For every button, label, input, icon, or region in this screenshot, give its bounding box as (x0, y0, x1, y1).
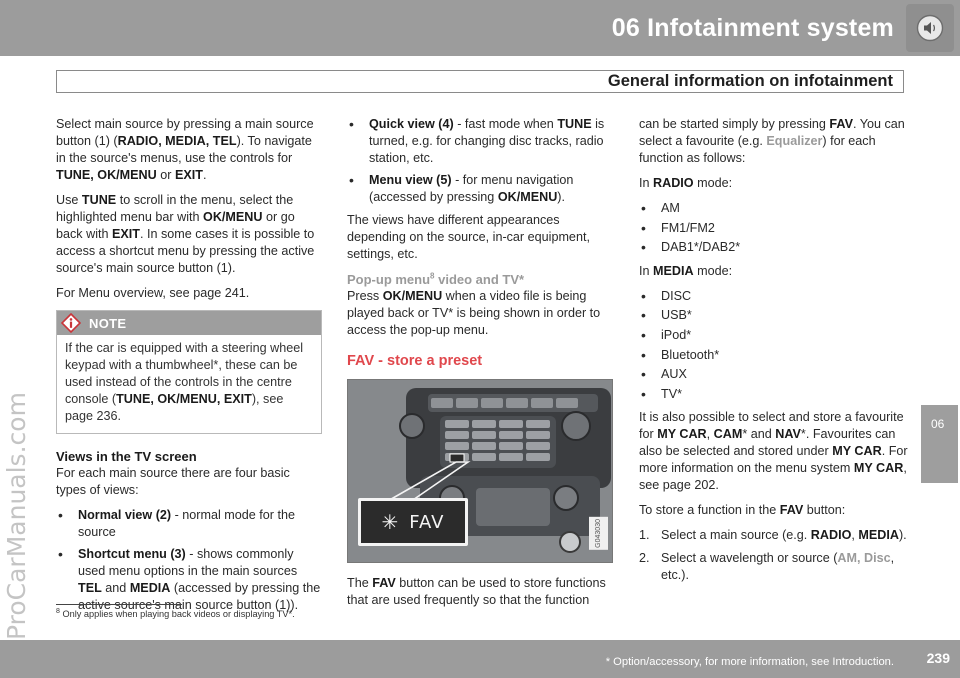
media-mode-label: In MEDIA mode: (639, 263, 733, 278)
column-3 (639, 116, 909, 590)
chapter-title: 06 Infotainment system (611, 14, 894, 42)
figure-code: G043030 (589, 517, 608, 550)
list-item: 1. Select a main source (e.g. RADIO, MEDIA). (639, 528, 907, 543)
footnote-divider (56, 604, 182, 605)
chapter-side-tab: 06 (921, 405, 958, 483)
list-item: • Normal view (2) - normal mode for the source (56, 507, 322, 541)
page-number: 239 (926, 650, 950, 666)
note-box (56, 310, 322, 434)
store-steps-list (639, 527, 909, 584)
speaker-icon (906, 4, 954, 52)
list-item: • DAB1*/DAB2* (639, 239, 909, 259)
star-icon: ✳ (381, 509, 400, 534)
paragraph-main-source: Select main source by pressing a main source button (1) (RADIO, MEDIA, TEL). To navigate in the source's menus, use the controls for TUNE, OK/MENU or EXIT. (56, 117, 314, 182)
paragraph-mycar: It is also possible to select and store a favourite for MY CAR, CAM* and NAV*. Favourites can also be selected and stored under MY CAR. For more information on the menu system MY CAR, see page 202. (639, 410, 908, 493)
footer-note: * Option/accessory, for more information, see Introduction. (605, 656, 894, 668)
paragraph-popup: Press OK/MENU when a video file is being played back or TV* is being shown in order to access the pop-up menu. (347, 289, 601, 337)
column-1 (56, 116, 322, 620)
views-list (56, 507, 322, 614)
paragraph-views-appearance: The views have different appearances depending on the source, in-car equipment, settings, etc. (347, 213, 590, 261)
note-header (57, 311, 321, 335)
list-item: • iPod* (639, 327, 909, 347)
popup-heading: Pop-up menu$^8$ video and TV* (347, 271, 525, 287)
list-item: 2. Select a wavelength or source (AM, Disc, etc.). (639, 551, 895, 583)
views-list-cont (347, 116, 613, 206)
paragraph-store-function: To store a function in the FAV button: (639, 503, 846, 518)
section-header (56, 70, 904, 93)
list-item: • TV* (639, 386, 909, 406)
views-intro: For each main source there are four basic types of views: (56, 466, 290, 497)
centre-console-figure (347, 379, 613, 563)
list-item: • USB* (639, 307, 909, 327)
paragraph-fav: The FAV button can be used to store functions that are used frequently so that the function (347, 576, 606, 607)
list-item: • DISC (639, 288, 909, 308)
list-item: • Menu view (5) - for menu navigation (accessed by pressing OK/MENU). (347, 172, 613, 206)
list-item: • AUX (639, 366, 909, 386)
paragraph-navigate: Use TUNE to scroll in the menu, select the highlighted menu bar with OK/MENU or go back with EXIT. In some cases it is possible to access a shortcut menu by pressing the active source's main source button (1). (56, 193, 315, 275)
footnote: $^8$ Only applies when playing back videos or displaying TV*. (56, 607, 295, 619)
fav-button-closeup (358, 498, 468, 546)
paragraph-favourite: can be started simply by pressing FAV. You can select a favourite (e.g. Equalizer) for each function as follows: (639, 117, 905, 165)
list-item: • Quick view (4) - fast mode when TUNE is turned, e.g. for changing disc tracks, radio station, etc. (347, 116, 613, 167)
list-item: • Bluetooth* (639, 347, 909, 367)
list-item: • FM1/FM2 (639, 220, 909, 240)
column-2 (347, 116, 613, 617)
radio-mode-list (639, 200, 909, 259)
fav-heading: FAV - store a preset (347, 353, 483, 369)
section-title: General information on infotainment (607, 72, 893, 90)
list-item: • AM (639, 200, 909, 220)
radio-mode-label: In RADIO mode: (639, 176, 733, 190)
paragraph-menu-overview: For Menu overview, see page 241. (56, 286, 250, 300)
note-text: If the car is equipped with a steering wheel keypad with a thumbwheel*, these can be used instead of the controls in the centre console (TUNE, OK/MENU, EXIT), see page 236. (65, 341, 304, 423)
views-heading: Views in the TV screen (56, 449, 197, 464)
list-item: • Shortcut menu (3) - shows commonly used menu options in the main sources TEL and MEDIA (accessed by pressing the active source's main source button (1)). (56, 546, 322, 614)
watermark: ProCarManuals.com (2, 392, 31, 640)
info-icon (61, 313, 81, 333)
media-mode-list (639, 288, 909, 406)
note-label: NOTE (89, 316, 127, 331)
fav-button-label: FAV (409, 511, 445, 533)
